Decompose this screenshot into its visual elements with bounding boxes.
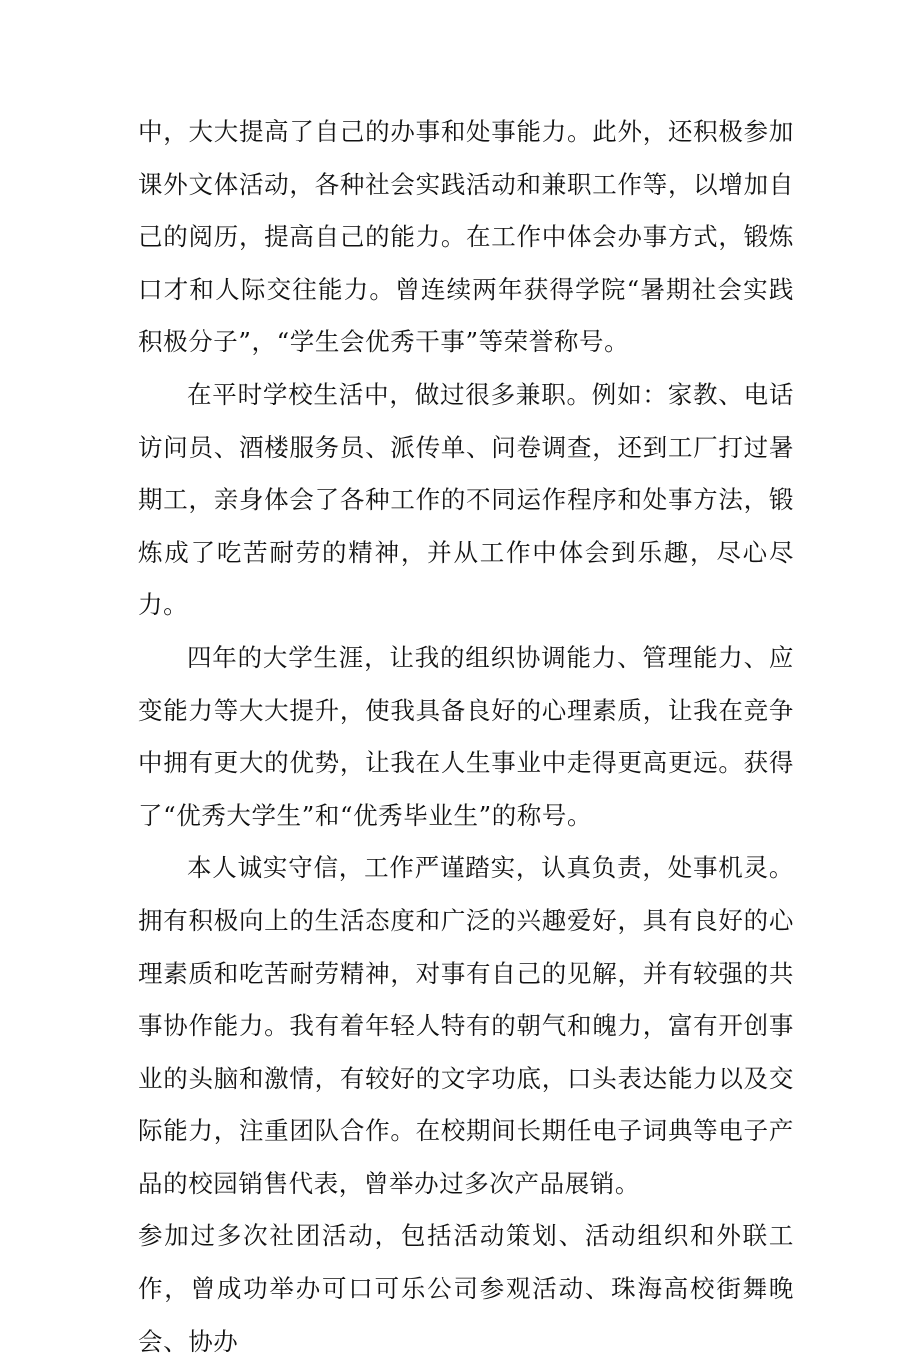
paragraph-2: 在平时学校生活中，做过很多兼职。例如：家教、电话访问员、酒楼服务员、派传单、问卷调查，还到工厂打过暑期工，亲身体会了各种工作的不同运作程序和处事方法，锻炼成了吃苦耐劳的精神，并从工作中体会到乐趣，尽心尽力。 — [138, 379, 794, 620]
paragraph-5: 参加过多次社团活动，包括活动策划、活动组织和外联工作，曾成功举办可口可乐公司参观活动、珠海高校街舞晚会、协办 — [138, 1221, 794, 1356]
paragraph-1: 中，大大提高了自己的办事和处事能力。此外，还积极参加课外文体活动，各种社会实践活动和兼职工作等，以增加自己的阅历，提高自己的能力。在工作中体会办事方式，锻炼口才和人际交往能力。曾连续两年获得学院“暑期社会实践积极分子”，“学生会优秀干事”等荣誉称号。 — [138, 117, 794, 357]
paragraph-3: 四年的大学生涯，让我的组织协调能力、管理能力、应变能力等大大提升，使我具备良好的心理素质，让我在竞争中拥有更大的优势，让我在人生事业中走得更高更远。获得了“优秀大学生”和“优秀毕业生”的称号。 — [138, 642, 794, 830]
document-body — [138, 106, 794, 1368]
paragraph-4: 本人诚实守信，工作严谨踏实，认真负责，处事机灵。拥有积极向上的生活态度和广泛的兴趣爱好，具有良好的心理素质和吃苦耐劳精神，对事有自己的见解，并有较强的共事协作能力。我有着年轻人特有的朝气和魄力，富有开创事业的头脑和激情，有较好的文字功底，口头表达能力以及交际能力，注重团队合作。在校期间长期任电子词典等电子产品的校园销售代表，曾举办过多次产品展销。 — [138, 853, 794, 1198]
